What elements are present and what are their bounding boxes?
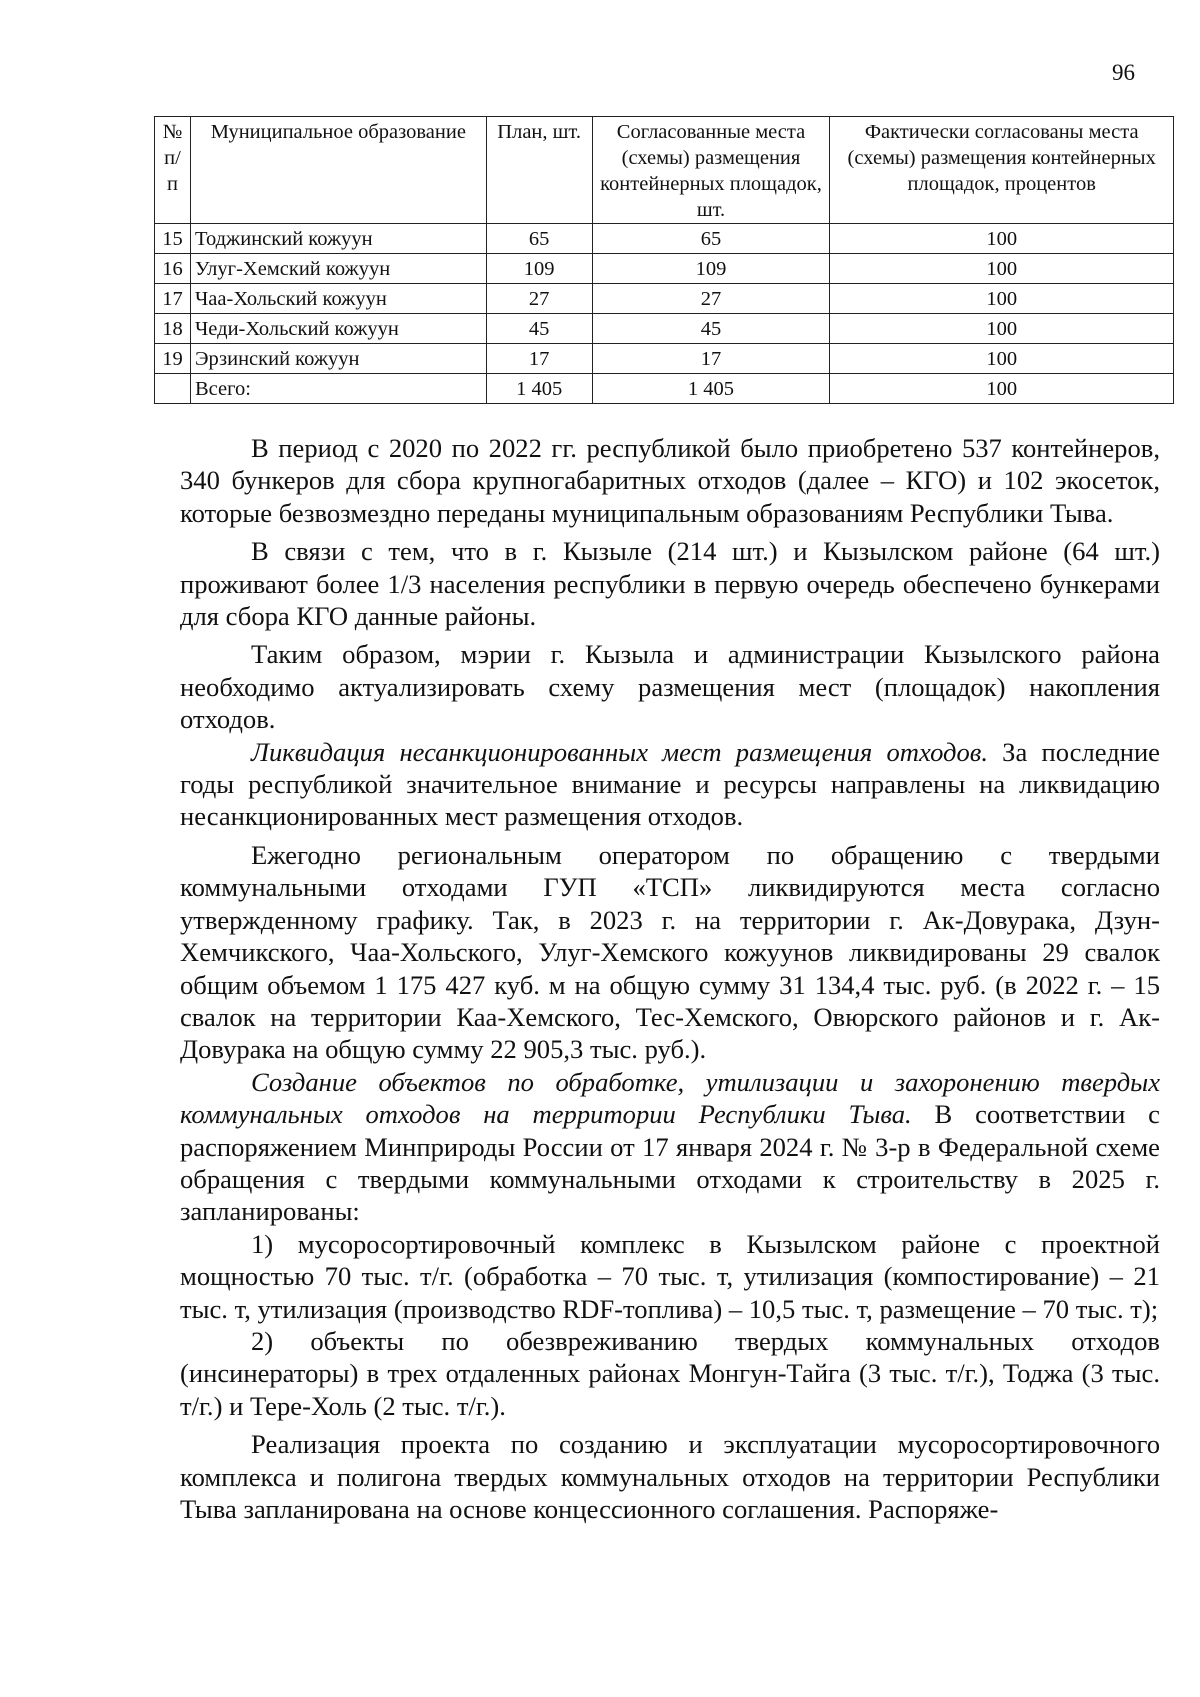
row-municipality: Тоджинский кожуун (190, 224, 486, 254)
total-plan: 1 405 (486, 374, 592, 404)
row-plan: 27 (486, 284, 592, 314)
paragraph: Ежегодно региональным оператором по обращению с твердыми коммунальными отходами ГУП «ТСП» ликвидируются места согласно утвержденному графику. Так, в 2023 г. на территории г. Ак-Довурака, Дзун-Хемчикского, Чаа-Хольского, Улуг-Хемского кожуунов ликвидированы 29 свалок общим объемом 1 175 427 куб. м на общую сумму 31 134,4 тыс. руб. (в 2022 г. – 15 свалок на территории Каа-Хемского, Тес-Хемского, Овюрского районов и г. Ак-Довурака на общую сумму 22 905,3 тыс. руб.). (180, 839, 1160, 1065)
table-header-row (155, 117, 1174, 224)
header-num: № п/п (155, 117, 191, 224)
header-plan: План, шт. (486, 117, 592, 224)
paragraph (180, 736, 1160, 833)
table-row (155, 284, 1174, 314)
row-plan: 17 (486, 344, 592, 374)
table-row (155, 254, 1174, 284)
paragraph: В связи с тем, что в г. Кызыле (214 шт.) и Кызылском районе (64 шт.) проживают более 1/3 населения республики в первую очередь обеспечено бункерами для сбора КГО данные районы. (180, 536, 1160, 632)
row-plan: 45 (486, 314, 592, 344)
total-actual: 100 (830, 374, 1174, 404)
paragraph: В период с 2020 по 2022 гг. республикой было приобретено 537 контейнеров, 340 бункеров для сбора крупногабаритных отходов (далее – КГО) и 102 экосеток, которые безвозмездно переданы муниципальным образованиям Республики Тыва. (180, 433, 1160, 528)
table-row (155, 314, 1174, 344)
paragraph: Таким образом, мэрии г. Кызыла и администрации Кызылского района необходимо актуализировать схему размещения мест (площадок) накопления отходов. (180, 639, 1160, 735)
table-total-row (155, 374, 1174, 404)
row-municipality: Эрзинский кожуун (190, 344, 486, 374)
table-row (155, 344, 1174, 374)
total-num (155, 374, 191, 404)
row-actual: 100 (830, 314, 1174, 344)
paragraph-text: За последние годы республикой значительное внимание и ресурсы направлены на ликвидацию несанкционированных мест размещения отходов. (180, 736, 1160, 832)
section-heading-italic: Ликвидация несанкционированных мест размещения отходов. (251, 736, 988, 767)
row-municipality: Чеди-Хольский кожуун (190, 314, 486, 344)
header-actual: Фактически согласованы места (схемы) размещения контейнерных площадок, процентов (830, 117, 1174, 224)
row-actual: 100 (830, 254, 1174, 284)
list-item: 2) объекты по обезвреживанию твердых коммунальных отходов (инсинераторы) в трех отдаленных районах Монгун-Тайга (3 тыс. т/г.), Тоджа (3 тыс. т/г.) и Тере-Холь (2 тыс. т/г.). (180, 1325, 1160, 1421)
page-number: 96 (1112, 60, 1135, 85)
total-agreed: 1 405 (592, 374, 830, 404)
row-actual: 100 (830, 224, 1174, 254)
row-plan: 109 (486, 254, 592, 284)
paragraph (180, 1066, 1160, 1228)
table-row (155, 224, 1174, 254)
row-num: 15 (155, 224, 191, 254)
row-num: 18 (155, 314, 191, 344)
row-agreed: 65 (592, 224, 830, 254)
row-municipality: Улуг-Хемский кожуун (190, 254, 486, 284)
row-municipality: Чаа-Хольский кожуун (190, 284, 486, 314)
header-municipality: Муниципальное образование (190, 117, 486, 224)
paragraph: Реализация проекта по созданию и эксплуатации мусоросортировочного комплекса и полигона твердых коммунальных отходов на территории Республики Тыва запланирована на основе концессионного соглашения. Распоряже- (180, 1429, 1160, 1524)
row-plan: 65 (486, 224, 592, 254)
container-sites-table (154, 116, 1174, 404)
section-heading-italic: Создание объектов по обработке, утилизации и захоронению твердых коммунальных отходов на территории Республики Тыва. (180, 1066, 1160, 1130)
row-actual: 100 (830, 344, 1174, 374)
row-num: 16 (155, 254, 191, 284)
paragraph-text: В соответствии с распоряжением Минприроды России от 17 января 2024 г. № 3-р в Федеральной схеме обращения с твердыми коммунальными отходами к строительству в 2025 г. запланированы: (180, 1099, 1160, 1227)
row-agreed: 17 (592, 344, 830, 374)
row-actual: 100 (830, 284, 1174, 314)
header-agreed: Согласованные места (схемы) размещения контейнерных площадок, шт. (592, 117, 830, 224)
list-item: 1) мусоросортировочный комплекс в Кызылском районе с проектной мощностью 70 тыс. т/г. (обработка – 70 тыс. т, утилизация (компостирование) – 21 тыс. т, утилизация (производство RDF-топлива) – 10,5 тыс. т, размещение – 70 тыс. т); (180, 1228, 1160, 1324)
total-label: Всего: (190, 374, 486, 404)
body-text (180, 432, 1160, 1525)
row-agreed: 27 (592, 284, 830, 314)
row-agreed: 45 (592, 314, 830, 344)
row-agreed: 109 (592, 254, 830, 284)
row-num: 19 (155, 344, 191, 374)
row-num: 17 (155, 284, 191, 314)
